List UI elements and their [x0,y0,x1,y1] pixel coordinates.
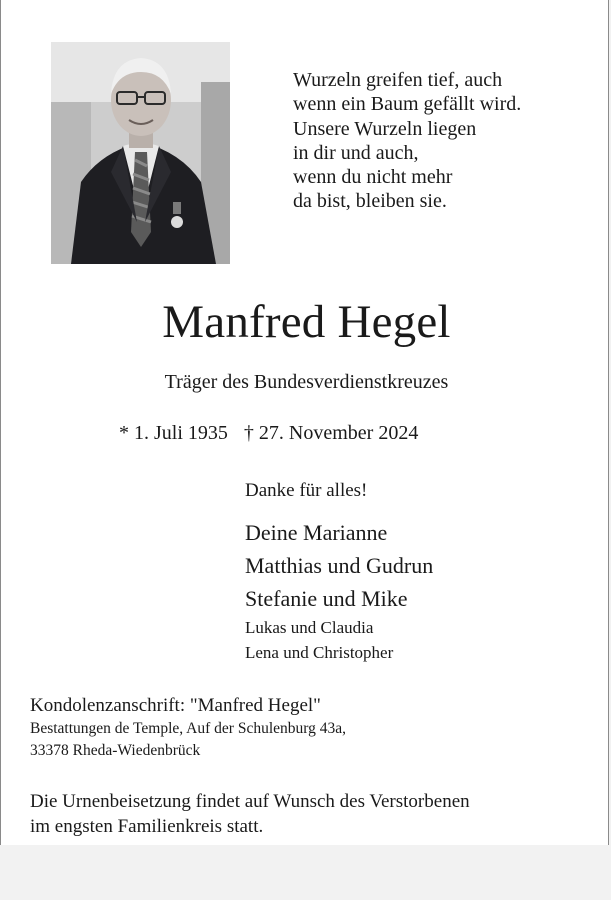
mourner-name: Stefanie und Mike [245,586,408,611]
poem-line: wenn du nicht mehr [293,166,453,189]
portrait-illustration [51,42,230,264]
poem-line: Unsere Wurzeln liegen [293,117,477,140]
thanks-line: Danke für alles! [245,480,368,501]
deceased-honor: Träger des Bundesverdienstkreuzes [164,371,449,393]
burial-line: im engsten Familienkreis statt. [30,816,264,837]
mourners-list [245,516,433,665]
memorial-poem [293,68,521,214]
mourner-name: Lukas und Claudia [245,618,374,637]
portrait-photo [51,42,230,264]
address-line: 33378 Rheda-Wiedenbrück [30,741,201,759]
poem-line: Wurzeln greifen tief, auch [293,69,503,91]
poem-line: in dir und auch, [293,141,419,164]
mourner-name: Deine Marianne [245,520,388,545]
poem-line: wenn ein Baum gefällt wird. [293,93,522,116]
life-dates [119,420,418,446]
condolence-address [30,694,346,761]
address-line: Bestattungen de Temple, Auf der Schulenburg 43a, [30,720,347,737]
mourner-name: Lena und Christopher [245,643,394,662]
poem-line: da bist, bleiben sie. [293,190,447,213]
birth-date: * 1. Juli 1935 [119,422,228,444]
burial-notice [30,789,470,839]
burial-line: Die Urnenbeisetzung findet auf Wunsch des Verstorbenen [30,791,470,812]
death-date: † 27. November 2024 [243,422,419,444]
deceased-name: Manfred Hegel [162,296,451,348]
mourner-name: Matthias und Gudrun [245,553,434,578]
condolence-heading: Kondolenzanschrift: "Manfred Hegel" [30,695,321,716]
